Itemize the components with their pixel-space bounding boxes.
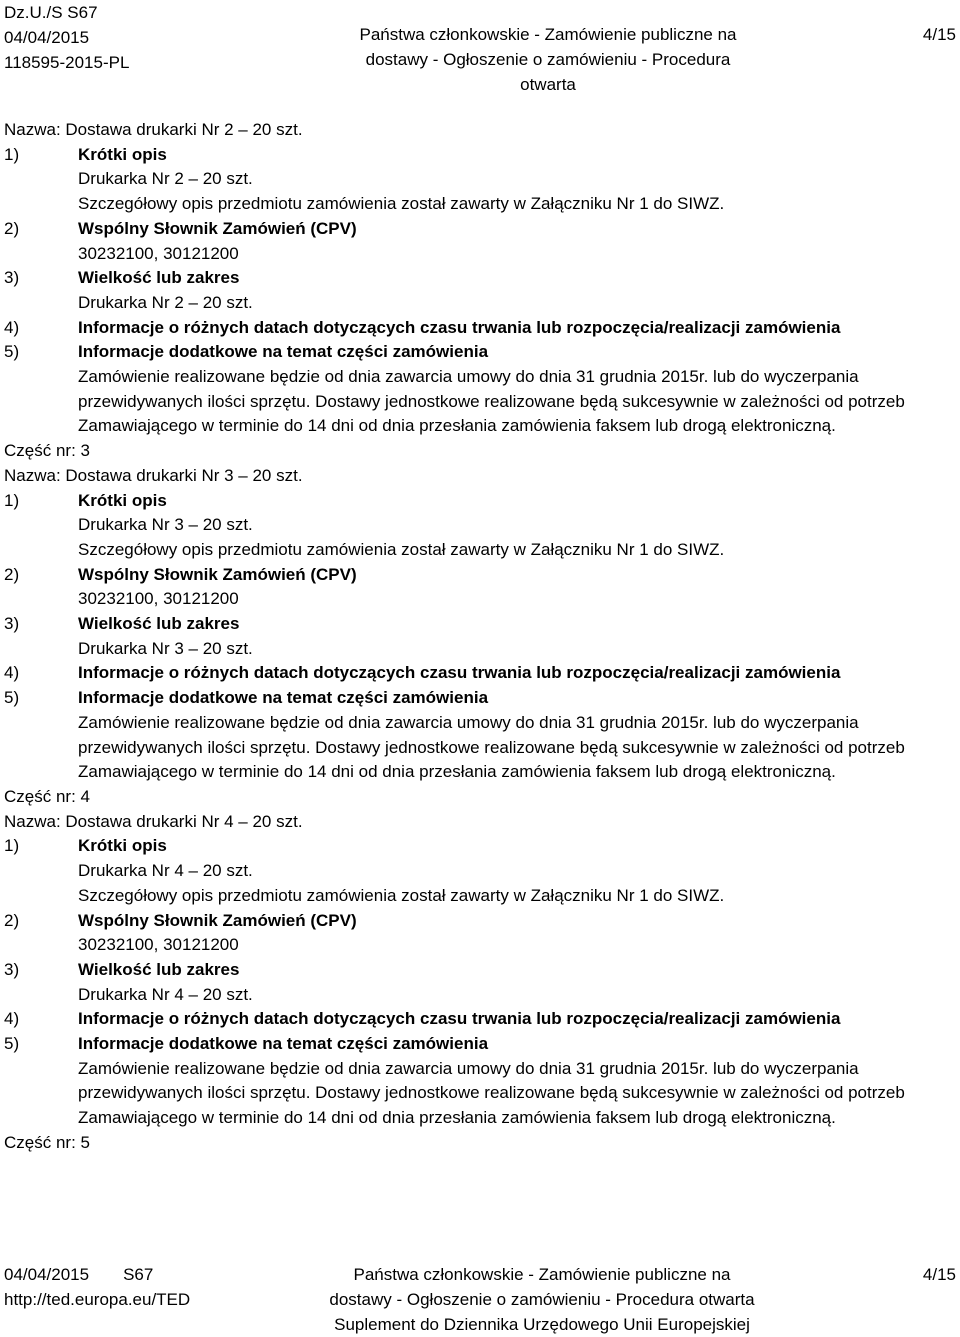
cpv-codes: 30232100, 30121200 <box>78 243 239 263</box>
section-number: 3) <box>4 268 20 288</box>
section-number: 4) <box>4 317 20 337</box>
section-cpv <box>4 217 956 242</box>
cpv-codes: 30232100, 30121200 <box>78 589 239 609</box>
page-number: 4/15 <box>922 25 956 44</box>
footer-title <box>312 1262 772 1337</box>
section-quantity <box>4 266 956 291</box>
section-text: Drukarka Nr 2 – 20 szt. <box>78 292 253 312</box>
section-text: Zamówienie realizowane będzie od dnia zawarcia umowy do dnia 31 grudnia 2015r. lub do wyczerpania <box>78 1058 859 1078</box>
page-header <box>0 0 960 94</box>
section-short-description <box>4 489 956 514</box>
section-number: 2) <box>4 910 20 930</box>
footer-title-line1: Państwa członkowskie - Zamówienie publiczne na <box>353 1265 731 1284</box>
lot-number: Część nr: 3 <box>4 441 90 461</box>
section-cpv <box>4 563 956 588</box>
section-additional-info <box>4 1032 956 1057</box>
section-title: Wielkość lub zakres <box>78 268 240 288</box>
section-text: Drukarka Nr 2 – 20 szt. <box>78 169 253 189</box>
section-text: Zamówienie realizowane będzie od dnia zawarcia umowy do dnia 31 grudnia 2015r. lub do wyczerpania <box>78 367 859 387</box>
section-text: Drukarka Nr 3 – 20 szt. <box>78 515 253 535</box>
header-title <box>338 22 758 97</box>
section-text: Drukarka Nr 3 – 20 szt. <box>78 638 253 658</box>
section-text: Drukarka Nr 4 – 20 szt. <box>78 861 253 881</box>
header-title-line2: dostawy - Ogłoszenie o zamówieniu - Procedura otwarta <box>365 50 731 94</box>
section-text: Zamawiającego w terminie do 14 dni od dnia przesłania zamówienia faksem lub drogą elektroniczną. <box>78 416 836 436</box>
document-body <box>4 118 956 1156</box>
cpv-codes: 30232100, 30121200 <box>78 935 239 955</box>
section-number: 1) <box>4 144 20 164</box>
section-title: Informacje dodatkowe na temat części zamówienia <box>78 342 489 362</box>
section-text: Zamówienie realizowane będzie od dnia zawarcia umowy do dnia 31 grudnia 2015r. lub do wyczerpania <box>78 712 859 732</box>
section-short-description <box>4 143 956 168</box>
section-title: Informacje o różnych datach dotyczących czasu trwania lub rozpoczęcia/realizacji zamówienia <box>78 663 841 683</box>
section-text: Zamawiającego w terminie do 14 dni od dnia przesłania zamówienia faksem lub drogą elektroniczną. <box>78 762 836 782</box>
section-title: Wspólny Słownik Zamówień (CPV) <box>78 564 357 584</box>
section-title: Krótki opis <box>78 490 167 510</box>
section-text: Drukarka Nr 4 – 20 szt. <box>78 984 253 1004</box>
section-short-description <box>4 834 956 859</box>
section-text: Szczegółowy opis przedmiotu zamówienia został zawarty w Załączniku Nr 1 do SIWZ. <box>78 194 725 214</box>
section-text: Szczegółowy opis przedmiotu zamówienia został zawarty w Załączniku Nr 1 do SIWZ. <box>78 885 725 905</box>
footer-left <box>4 1262 190 1312</box>
section-title: Wielkość lub zakres <box>78 614 240 634</box>
lot-name: Nazwa: Dostawa drukarki Nr 2 – 20 szt. <box>4 120 303 139</box>
section-title: Wspólny Słownik Zamówień (CPV) <box>78 218 357 238</box>
section-number: 5) <box>4 688 20 708</box>
lot-4 <box>4 785 956 1131</box>
section-text: Zamawiającego w terminie do 14 dni od dnia przesłania zamówienia faksem lub drogą elektroniczną. <box>78 1108 836 1128</box>
section-dates <box>4 1007 956 1032</box>
section-number: 5) <box>4 342 20 362</box>
footer-date: 04/04/2015 <box>4 1265 90 1284</box>
section-title: Krótki opis <box>78 836 167 856</box>
lot-name: Nazwa: Dostawa drukarki Nr 3 – 20 szt. <box>4 465 303 485</box>
section-title: Krótki opis <box>78 144 167 164</box>
section-title: Informacje dodatkowe na temat części zamówienia <box>78 1034 489 1054</box>
journal-ref: Dz.U./S S67 <box>4 3 98 22</box>
lot-name: Nazwa: Dostawa drukarki Nr 4 – 20 szt. <box>4 811 303 831</box>
section-quantity <box>4 958 956 983</box>
section-number: 4) <box>4 1009 20 1029</box>
section-dates <box>4 316 956 341</box>
section-number: 1) <box>4 490 20 510</box>
footer-page-number: 4/15 <box>922 1265 956 1284</box>
section-dates <box>4 661 956 686</box>
lot-number: Część nr: 4 <box>4 786 90 806</box>
page-footer <box>0 1262 960 1334</box>
section-text: Szczegółowy opis przedmiotu zamówienia został zawarty w Załączniku Nr 1 do SIWZ. <box>78 539 725 559</box>
section-number: 5) <box>4 1034 20 1054</box>
lot-number: Część nr: 5 <box>4 1132 90 1152</box>
section-text: przewidywanych ilości sprzętu. Dostawy jednostkowe realizowane będą sukcesywnie w zależności od potrzeb <box>78 391 905 411</box>
publication-date: 04/04/2015 <box>4 28 90 47</box>
section-cpv <box>4 909 956 934</box>
section-number: 2) <box>4 218 20 238</box>
lot-2 <box>4 118 956 439</box>
document-id: 118595-2015-PL <box>4 53 130 72</box>
section-number: 2) <box>4 564 20 584</box>
section-title: Wspólny Słownik Zamówień (CPV) <box>78 910 357 930</box>
section-title: Informacje o różnych datach dotyczących czasu trwania lub rozpoczęcia/realizacji zamówienia <box>78 317 841 337</box>
footer-title-line2: dostawy - Ogłoszenie o zamówieniu - Procedura otwarta <box>329 1290 755 1309</box>
lot-3 <box>4 439 956 785</box>
section-additional-info <box>4 340 956 365</box>
section-number: 3) <box>4 614 20 634</box>
section-text: przewidywanych ilości sprzętu. Dostawy jednostkowe realizowane będą sukcesywnie w zależności od potrzeb <box>78 1083 905 1103</box>
section-number: 3) <box>4 959 20 979</box>
section-additional-info <box>4 686 956 711</box>
footer-title-line3: Suplement do Dziennika Urzędowego Unii Europejskiej <box>334 1315 750 1334</box>
section-number: 1) <box>4 836 20 856</box>
section-number: 4) <box>4 663 20 683</box>
section-title: Informacje o różnych datach dotyczących czasu trwania lub rozpoczęcia/realizacji zamówienia <box>78 1009 841 1029</box>
section-quantity <box>4 612 956 637</box>
section-text: przewidywanych ilości sprzętu. Dostawy jednostkowe realizowane będą sukcesywnie w zależności od potrzeb <box>78 737 905 757</box>
header-title-line1: Państwa członkowskie - Zamówienie publiczne na <box>359 25 737 44</box>
section-title: Informacje dodatkowe na temat części zamówienia <box>78 688 489 708</box>
footer-journal: S67 <box>123 1265 154 1284</box>
section-title: Wielkość lub zakres <box>78 959 240 979</box>
header-left <box>4 0 129 75</box>
footer-url: http://ted.europa.eu/TED <box>4 1290 191 1309</box>
